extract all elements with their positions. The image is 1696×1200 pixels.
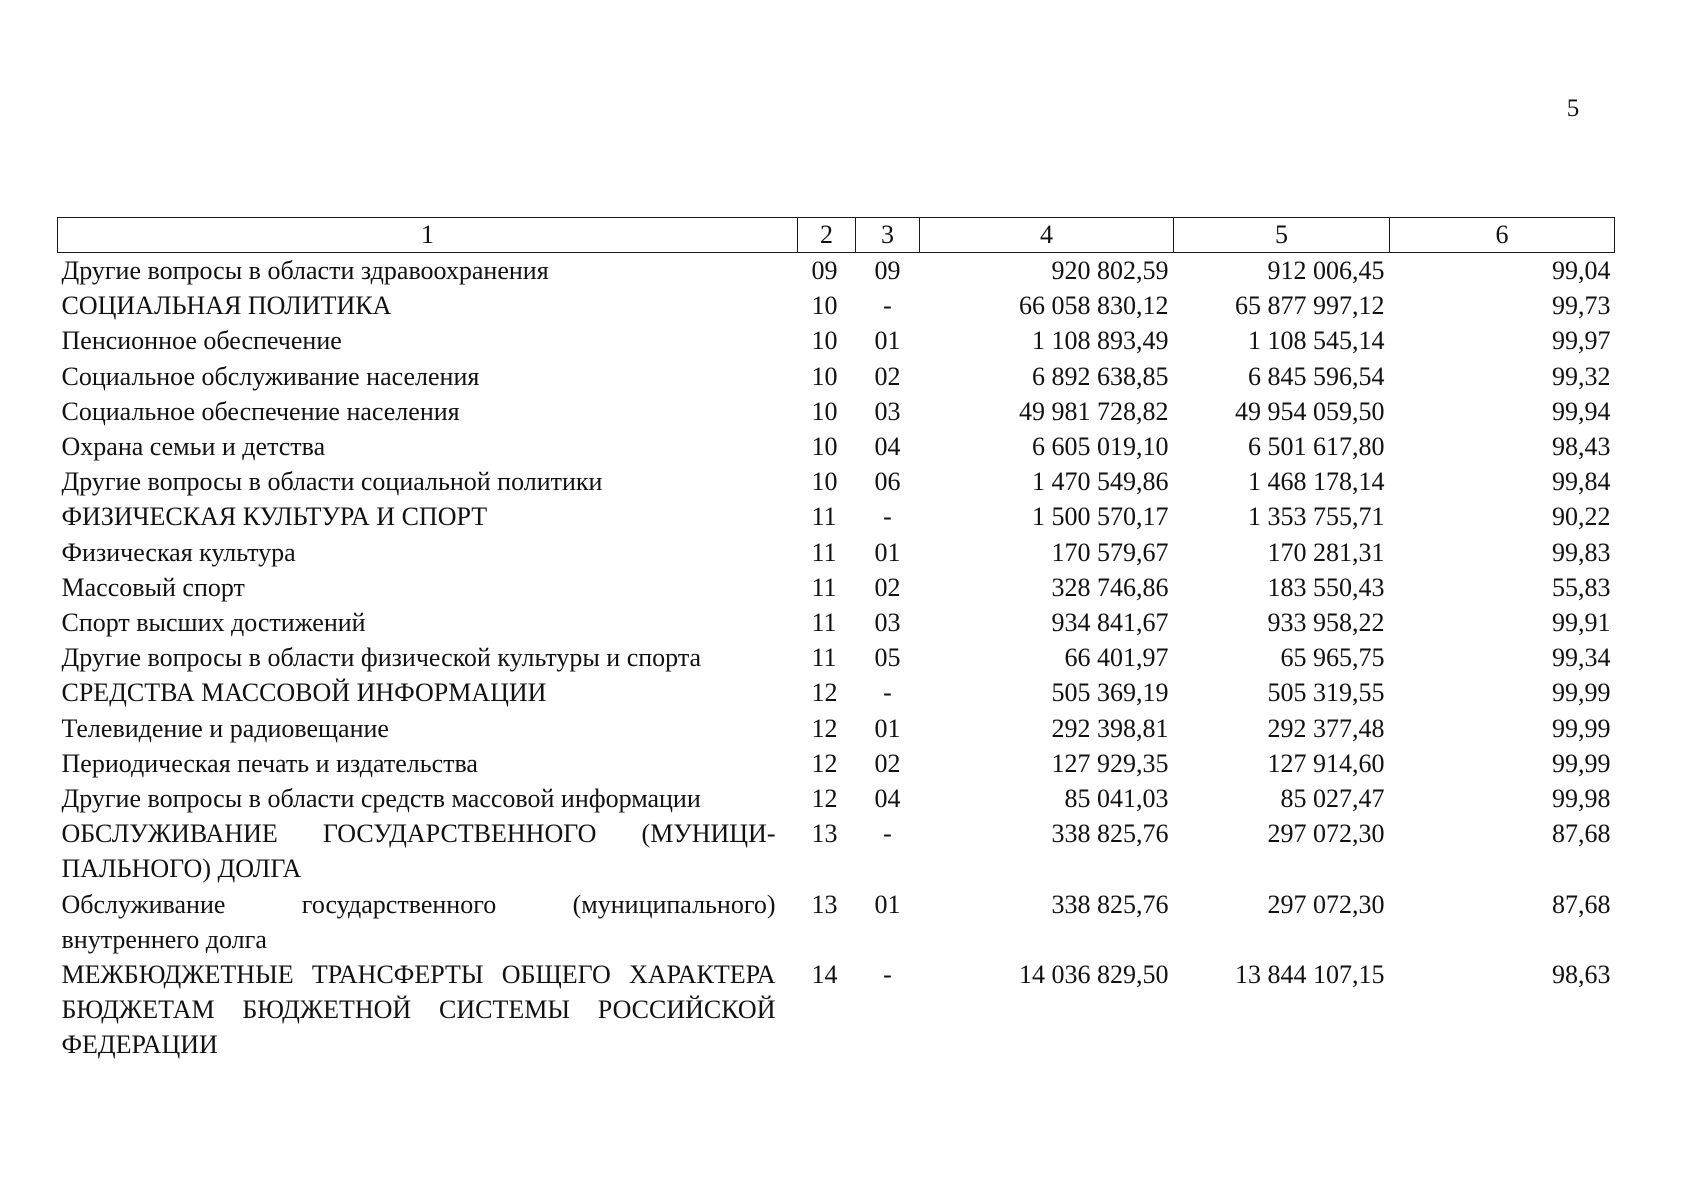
row-actual-amount: 183 550,43: [1267, 572, 1385, 602]
row-name: СРЕДСТВА МАССОВОЙ ИНФОРМАЦИИ: [61, 678, 547, 708]
row-subsection-code: 01: [874, 326, 901, 356]
table-row: [58, 394, 1615, 429]
row-actual-amount: 6 845 596,54: [1248, 361, 1385, 391]
row-section-code: 12: [811, 748, 838, 778]
row-actual-amount: 297 072,30: [1267, 819, 1385, 849]
row-planned-amount: 505 369,19: [1051, 678, 1169, 708]
table-row: [58, 253, 1615, 289]
row-execution-percent: 99,34: [1552, 643, 1611, 673]
row-subsection-code: 01: [874, 889, 901, 919]
table-row: [58, 711, 1615, 746]
row-execution-percent: 87,68: [1552, 889, 1611, 919]
row-name: Социальное обеспечение населения: [61, 396, 460, 426]
row-name: Периодическая печать и издательства: [61, 748, 478, 778]
row-planned-amount: 6 892 638,85: [1032, 361, 1169, 391]
row-execution-percent: 99,73: [1552, 291, 1611, 321]
table-row: [58, 640, 1615, 675]
row-section-code: 10: [811, 396, 838, 426]
row-name: Физическая культура: [61, 537, 296, 567]
row-subsection-code: 05: [874, 643, 901, 673]
row-planned-amount: 338 825,76: [1051, 889, 1169, 919]
header-col-3: 3: [856, 218, 920, 253]
row-actual-amount: 297 072,30: [1267, 889, 1385, 919]
row-execution-percent: 99,99: [1552, 678, 1611, 708]
row-planned-amount: 338 825,76: [1051, 819, 1169, 849]
row-name: ФИЗИЧЕСКАЯ КУЛЬТУРА И СПОРТ: [61, 502, 488, 532]
row-actual-amount: 127 914,60: [1267, 748, 1385, 778]
row-section-code: 11: [811, 608, 837, 638]
row-planned-amount: 292 398,81: [1051, 713, 1169, 743]
table-row: [58, 957, 1615, 1063]
row-subsection-code: 06: [874, 467, 901, 497]
row-subsection-code: 03: [874, 608, 901, 638]
row-subsection-code: 02: [874, 572, 901, 602]
row-execution-percent: 99,32: [1552, 361, 1611, 391]
row-subsection-code: 04: [874, 784, 901, 814]
table-row: [58, 499, 1615, 534]
row-subsection-code: -: [883, 960, 892, 990]
row-planned-amount: 920 802,59: [1051, 256, 1169, 285]
row-execution-percent: 99,83: [1552, 537, 1611, 567]
row-planned-amount: 85 041,03: [1064, 784, 1169, 814]
row-actual-amount: 292 377,48: [1267, 713, 1385, 743]
row-actual-amount: 170 281,31: [1267, 537, 1385, 567]
row-section-code: 14: [811, 960, 838, 990]
row-name: Обслуживание государственного (муниципального) внутреннего долга: [61, 889, 776, 954]
row-actual-amount: 65 877 997,12: [1235, 291, 1385, 321]
row-subsection-code: -: [883, 291, 892, 321]
row-section-code: 10: [811, 326, 838, 356]
row-subsection-code: 02: [874, 361, 901, 391]
table-row: [58, 570, 1615, 605]
table-row: [58, 359, 1615, 394]
row-section-code: 10: [811, 467, 838, 497]
table-row: [58, 288, 1615, 323]
row-actual-amount: 1 468 178,14: [1248, 467, 1385, 497]
header-col-4: 4: [920, 218, 1174, 253]
row-name: МЕЖБЮДЖЕТНЫЕ ТРАНСФЕРТЫ ОБЩЕГО ХАРАКТЕРА БЮДЖЕТАМ БЮДЖЕТНОЙ СИСТЕМЫ РОССИЙСКОЙ ФЕДЕРАЦИИ: [61, 960, 776, 1060]
row-planned-amount: 66 058 830,12: [1019, 291, 1169, 321]
row-planned-amount: 49 981 728,82: [1019, 396, 1169, 426]
row-actual-amount: 65 965,75: [1280, 643, 1385, 673]
table-row: [58, 675, 1615, 710]
row-section-code: 10: [811, 361, 838, 391]
row-name: Спорт высших достижений: [61, 608, 366, 638]
row-section-code: 10: [811, 291, 838, 321]
table-row: [58, 781, 1615, 816]
row-name: Другие вопросы в области средств массовой информации: [61, 784, 701, 814]
row-name: Массовый спорт: [61, 572, 245, 602]
row-planned-amount: 1 470 549,86: [1032, 467, 1169, 497]
row-actual-amount: 49 954 059,50: [1235, 396, 1385, 426]
row-section-code: 09: [811, 256, 838, 285]
row-name: Другие вопросы в области здравоохранения: [61, 256, 549, 285]
row-actual-amount: 85 027,47: [1280, 784, 1385, 814]
table-row: [58, 535, 1615, 570]
row-actual-amount: 912 006,45: [1267, 256, 1385, 285]
row-name: ОБСЛУЖИВАНИЕ ГОСУДАРСТВЕННОГО (МУНИЦИ-ПАЛЬНОГО) ДОЛГА: [61, 819, 776, 884]
row-planned-amount: 1 108 893,49: [1032, 326, 1169, 356]
header-row: [58, 218, 1615, 253]
row-section-code: 13: [811, 889, 838, 919]
row-section-code: 12: [811, 713, 838, 743]
header-col-2: 2: [798, 218, 856, 253]
row-subsection-code: -: [883, 502, 892, 532]
row-subsection-code: 01: [874, 537, 901, 567]
row-name: Охрана семьи и детства: [61, 432, 326, 462]
row-actual-amount: 933 958,22: [1267, 608, 1385, 638]
row-planned-amount: 6 605 019,10: [1032, 432, 1169, 462]
table-body: [58, 253, 1615, 1063]
row-execution-percent: 99,94: [1552, 396, 1611, 426]
table-row: [58, 323, 1615, 358]
row-actual-amount: 13 844 107,15: [1235, 960, 1385, 990]
row-section-code: 10: [811, 432, 838, 462]
row-subsection-code: -: [883, 819, 892, 849]
row-planned-amount: 934 841,67: [1051, 608, 1169, 638]
row-subsection-code: 01: [874, 713, 901, 743]
row-execution-percent: 98,63: [1552, 960, 1611, 990]
row-section-code: 11: [811, 643, 837, 673]
row-actual-amount: 1 353 755,71: [1248, 502, 1385, 532]
row-execution-percent: 99,99: [1552, 713, 1611, 743]
row-name: СОЦИАЛЬНАЯ ПОЛИТИКА: [61, 291, 392, 321]
table-row: [58, 746, 1615, 781]
row-name: Другие вопросы в области физической культуры и спорта: [61, 643, 702, 673]
row-planned-amount: 170 579,67: [1051, 537, 1169, 567]
row-execution-percent: 99,04: [1552, 256, 1611, 285]
header-col-6: 6: [1390, 218, 1615, 253]
row-section-code: 11: [811, 502, 837, 532]
row-execution-percent: 99,99: [1552, 748, 1611, 778]
row-planned-amount: 1 500 570,17: [1032, 502, 1169, 532]
row-subsection-code: 03: [874, 396, 901, 426]
row-planned-amount: 14 036 829,50: [1019, 960, 1169, 990]
row-actual-amount: 1 108 545,14: [1248, 326, 1385, 356]
row-subsection-code: 09: [874, 256, 901, 285]
row-execution-percent: 87,68: [1552, 819, 1611, 849]
row-section-code: 11: [811, 537, 837, 567]
table-row: [58, 464, 1615, 499]
header-col-1: 1: [58, 218, 798, 253]
row-name: Социальное обслуживание населения: [61, 361, 480, 391]
header-col-5: 5: [1174, 218, 1390, 253]
row-actual-amount: 6 501 617,80: [1248, 432, 1385, 462]
row-execution-percent: 98,43: [1552, 432, 1611, 462]
table-row: [58, 605, 1615, 640]
row-subsection-code: 02: [874, 748, 901, 778]
row-section-code: 11: [811, 572, 837, 602]
row-execution-percent: 90,22: [1552, 502, 1611, 532]
row-execution-percent: 99,98: [1552, 784, 1611, 814]
row-subsection-code: -: [883, 678, 892, 708]
row-planned-amount: 127 929,35: [1051, 748, 1169, 778]
row-execution-percent: 55,83: [1552, 572, 1611, 602]
page-number: 5: [1566, 95, 1580, 122]
budget-execution-table: [57, 217, 1615, 1063]
row-actual-amount: 505 319,55: [1267, 678, 1385, 708]
table-row: [58, 887, 1615, 957]
row-execution-percent: 99,84: [1552, 467, 1611, 497]
row-execution-percent: 99,91: [1552, 608, 1611, 638]
row-planned-amount: 328 746,86: [1051, 572, 1169, 602]
row-section-code: 13: [811, 819, 838, 849]
row-planned-amount: 66 401,97: [1064, 643, 1169, 673]
row-section-code: 12: [811, 784, 838, 814]
row-name: Телевидение и радиовещание: [61, 713, 389, 743]
row-name: Другие вопросы в области социальной политики: [61, 467, 603, 497]
row-name: Пенсионное обеспечение: [61, 326, 342, 356]
table-row: [58, 816, 1615, 886]
row-section-code: 12: [811, 678, 838, 708]
row-execution-percent: 99,97: [1552, 326, 1611, 356]
table-header: [58, 218, 1615, 253]
row-subsection-code: 04: [874, 432, 901, 462]
table-row: [58, 429, 1615, 464]
